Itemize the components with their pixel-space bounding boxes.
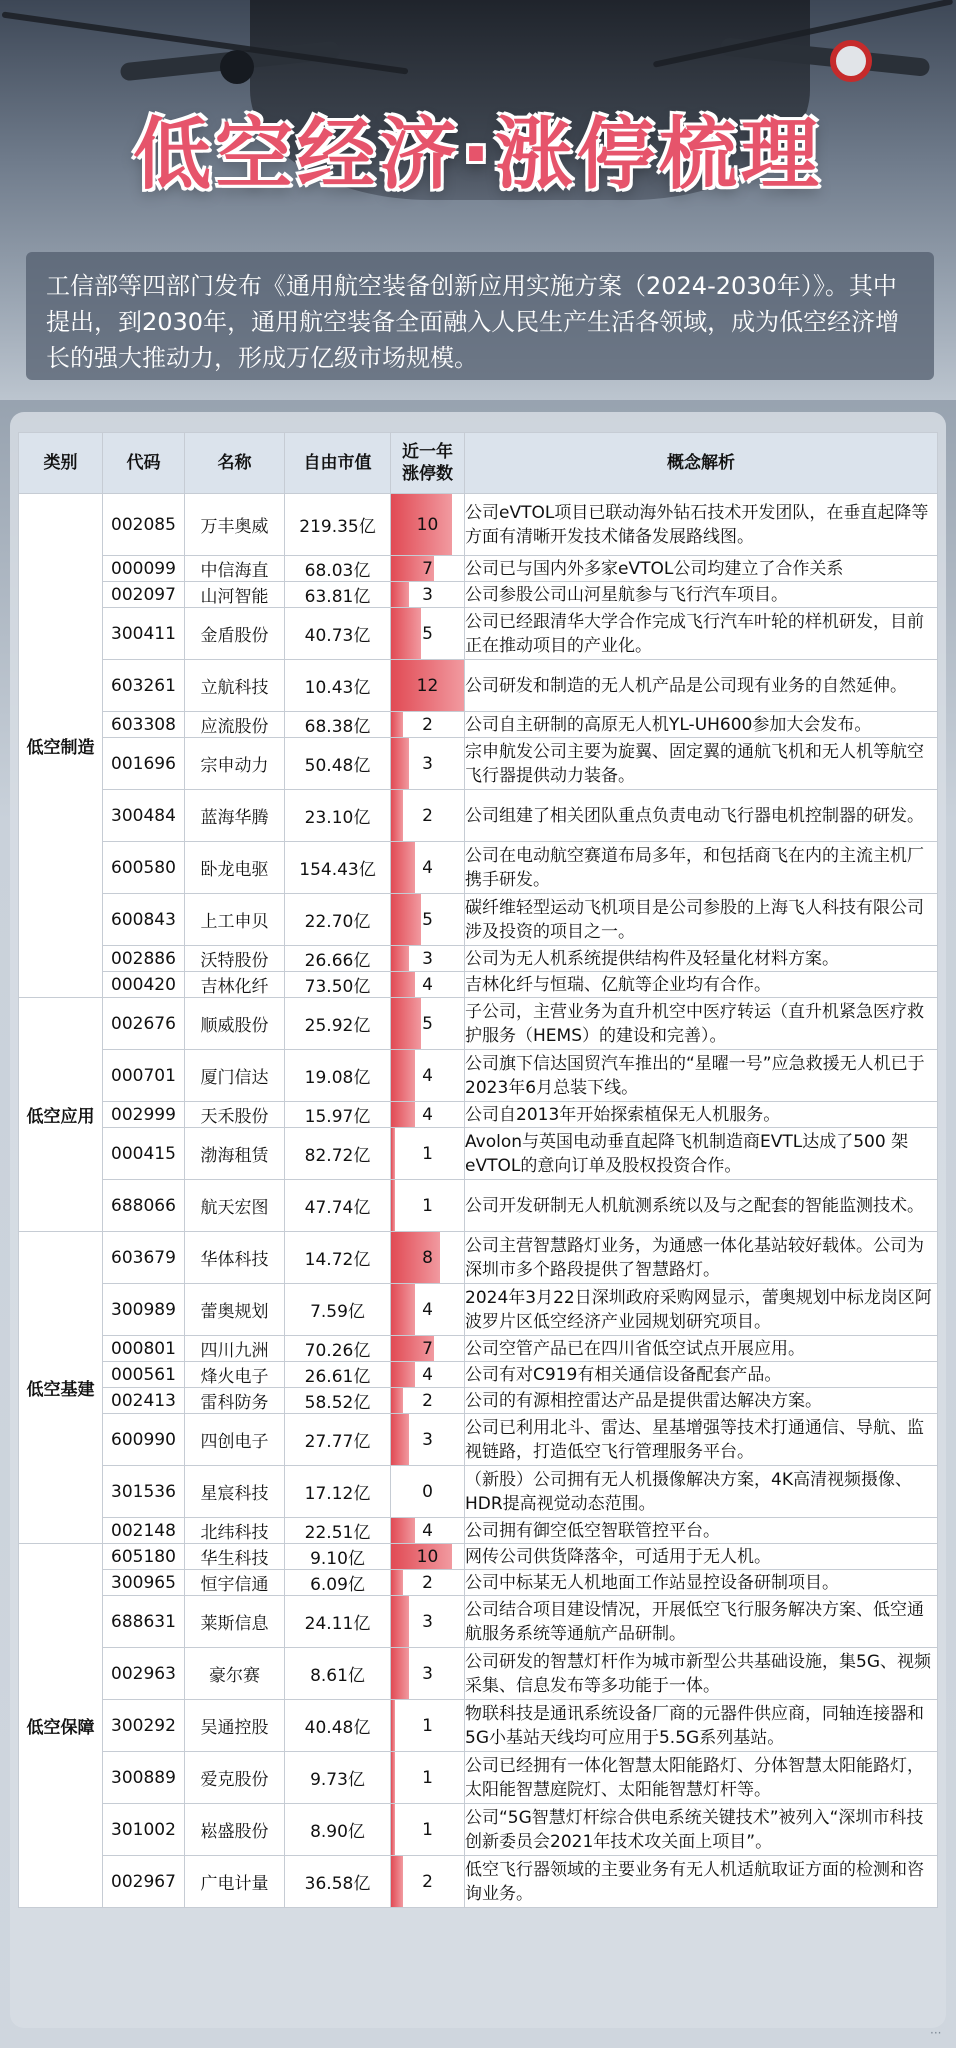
limit-up-number: 5 xyxy=(422,623,433,644)
table-row xyxy=(19,1128,938,1180)
market-cap: 19.08亿 xyxy=(285,1050,391,1102)
market-cap: 17.12亿 xyxy=(285,1466,391,1518)
market-cap: 26.61亿 xyxy=(285,1362,391,1388)
limit-up-bar xyxy=(391,790,403,841)
stock-code: 000701 xyxy=(103,1050,185,1102)
limit-up-number: 2 xyxy=(422,714,433,735)
limit-up-number: 1 xyxy=(422,1143,433,1164)
limit-up-bar xyxy=(391,1596,409,1647)
limit-up-count xyxy=(391,1128,465,1180)
stock-code: 300889 xyxy=(103,1752,185,1804)
stock-name: 金盾股份 xyxy=(185,608,285,660)
limit-up-count xyxy=(391,972,465,998)
table-row xyxy=(19,1856,938,1908)
market-cap: 50.48亿 xyxy=(285,738,391,790)
stock-code: 301536 xyxy=(103,1466,185,1518)
stock-code: 002963 xyxy=(103,1648,185,1700)
limit-up-number: 3 xyxy=(422,1429,433,1450)
stock-name: 四川九洲 xyxy=(185,1336,285,1362)
concept-desc: 公司已利用北斗、雷达、星基增强等技术打通通信、导航、监视链路，打造低空飞行管理服务平台。 xyxy=(465,1414,938,1466)
limit-up-bar xyxy=(391,1128,395,1179)
table-row xyxy=(19,494,938,556)
table-row xyxy=(19,556,938,582)
table-row xyxy=(19,1362,938,1388)
stock-name: 顺威股份 xyxy=(185,998,285,1050)
stock-name: 航天宏图 xyxy=(185,1180,285,1232)
stock-name: 吴通控股 xyxy=(185,1700,285,1752)
table-row xyxy=(19,1466,938,1518)
table-row xyxy=(19,1570,938,1596)
limit-up-count xyxy=(391,842,465,894)
market-cap: 40.48亿 xyxy=(285,1700,391,1752)
concept-desc: 公司组建了相关团队重点负责电动飞行器电机控制器的研发。 xyxy=(465,790,938,842)
limit-up-number: 1 xyxy=(422,1767,433,1788)
stock-name: 上工申贝 xyxy=(185,894,285,946)
limit-up-count xyxy=(391,1284,465,1336)
limit-up-bar xyxy=(391,972,415,997)
limit-up-bar xyxy=(391,1180,395,1231)
stock-name: 星宸科技 xyxy=(185,1466,285,1518)
concept-desc: 公司中标某无人机地面工作站显控设备研制项目。 xyxy=(465,1570,938,1596)
stock-name: 蕾奥规划 xyxy=(185,1284,285,1336)
stock-name: 豪尔赛 xyxy=(185,1648,285,1700)
stock-code: 002097 xyxy=(103,582,185,608)
limit-up-bar xyxy=(391,894,421,945)
limit-up-count xyxy=(391,1596,465,1648)
table-row xyxy=(19,1596,938,1648)
concept-desc: 2024年3月22日深圳政府采购网显示，蕾奥规划中标龙岗区阿波罗片区低空经济产业园规划研究项目。 xyxy=(465,1284,938,1336)
market-cap: 40.73亿 xyxy=(285,608,391,660)
market-cap: 10.43亿 xyxy=(285,660,391,712)
limit-up-count xyxy=(391,738,465,790)
stock-name: 卧龙电驱 xyxy=(185,842,285,894)
concept-desc: 公司已经拥有一体化智慧太阳能路灯、分体智慧太阳能路灯，太阳能智慧庭院灯、太阳能智慧灯杆等。 xyxy=(465,1752,938,1804)
limit-up-number: 1 xyxy=(422,1715,433,1736)
limit-up-number: 2 xyxy=(422,1390,433,1411)
limit-up-bar xyxy=(391,582,409,607)
stock-name: 宗申动力 xyxy=(185,738,285,790)
market-cap: 24.11亿 xyxy=(285,1596,391,1648)
limit-up-count xyxy=(391,1544,465,1570)
stock-name: 华体科技 xyxy=(185,1232,285,1284)
limit-up-number: 10 xyxy=(416,1546,439,1567)
limit-up-number: 4 xyxy=(422,857,433,878)
limit-up-count xyxy=(391,582,465,608)
concept-desc: 公司空管产品已在四川省低空试点开展应用。 xyxy=(465,1336,938,1362)
limit-up-count xyxy=(391,1180,465,1232)
market-cap: 15.97亿 xyxy=(285,1102,391,1128)
table-row xyxy=(19,1700,938,1752)
limit-up-count xyxy=(391,1700,465,1752)
category-cell: 低空制造 xyxy=(19,494,103,998)
stock-code: 002148 xyxy=(103,1518,185,1544)
header-limit-line2: 涨停数 xyxy=(402,464,453,484)
stock-code: 000415 xyxy=(103,1128,185,1180)
limit-up-count xyxy=(391,494,465,556)
header-limit xyxy=(391,433,465,494)
limit-up-count xyxy=(391,1232,465,1284)
table-row xyxy=(19,1414,938,1466)
limit-up-count xyxy=(391,1466,465,1518)
limit-up-number: 3 xyxy=(422,948,433,969)
stock-name: 崧盛股份 xyxy=(185,1804,285,1856)
concept-desc: 公司结合项目建设情况，开展低空飞行服务解决方案、低空通航服务系统等通航产品研制。 xyxy=(465,1596,938,1648)
concept-desc: 宗申航发公司主要为旋翼、固定翼的通航飞机和无人机等航空飞行器提供动力装备。 xyxy=(465,738,938,790)
limit-up-count xyxy=(391,1648,465,1700)
limit-up-count xyxy=(391,1804,465,1856)
limit-up-number: 3 xyxy=(422,584,433,605)
market-cap: 26.66亿 xyxy=(285,946,391,972)
limit-up-count xyxy=(391,1388,465,1414)
header-limit-line1: 近一年 xyxy=(402,442,453,462)
table-row xyxy=(19,1284,938,1336)
table-row xyxy=(19,1648,938,1700)
stock-code: 300484 xyxy=(103,790,185,842)
table-row xyxy=(19,660,938,712)
limit-up-number: 2 xyxy=(422,1572,433,1593)
table-row xyxy=(19,738,938,790)
limit-up-count xyxy=(391,712,465,738)
limit-up-number: 4 xyxy=(422,974,433,995)
market-cap: 70.26亿 xyxy=(285,1336,391,1362)
market-cap: 219.35亿 xyxy=(285,494,391,556)
limit-up-count xyxy=(391,608,465,660)
limit-up-count xyxy=(391,790,465,842)
stock-name: 华生科技 xyxy=(185,1544,285,1570)
stock-name: 万丰奥威 xyxy=(185,494,285,556)
limit-up-bar xyxy=(391,608,421,659)
market-cap: 14.72亿 xyxy=(285,1232,391,1284)
concept-desc: 公司的有源相控雷达产品是提供雷达解决方案。 xyxy=(465,1388,938,1414)
market-cap: 22.70亿 xyxy=(285,894,391,946)
stock-code: 002413 xyxy=(103,1388,185,1414)
concept-desc: 公司已经跟清华大学合作完成飞行汽车叶轮的样机研发，目前正在推动项目的产业化。 xyxy=(465,608,938,660)
limit-up-number: 5 xyxy=(422,1013,433,1034)
table-row xyxy=(19,972,938,998)
table-row xyxy=(19,1336,938,1362)
market-cap: 63.81亿 xyxy=(285,582,391,608)
market-cap: 7.59亿 xyxy=(285,1284,391,1336)
concept-desc: 公司拥有御空低空智联管控平台。 xyxy=(465,1518,938,1544)
table-row xyxy=(19,1102,938,1128)
limit-up-bar xyxy=(391,1700,395,1751)
table-row xyxy=(19,1544,938,1570)
table-row xyxy=(19,1388,938,1414)
table-row xyxy=(19,946,938,972)
limit-up-count xyxy=(391,946,465,972)
limit-up-bar xyxy=(391,1752,395,1803)
limit-up-number: 3 xyxy=(422,1663,433,1684)
concept-desc: 公司研发的智慧灯杆作为城市新型公共基础设施，集5G、视频采集、信息发布等多功能于一体。 xyxy=(465,1648,938,1700)
stock-code: 002676 xyxy=(103,998,185,1050)
concept-desc: 公司研发和制造的无人机产品是公司现有业务的自然延伸。 xyxy=(465,660,938,712)
concept-desc: 网传公司供货降落伞，可适用于无人机。 xyxy=(465,1544,938,1570)
more-dots: ··· xyxy=(930,2026,942,2040)
stock-code: 300965 xyxy=(103,1570,185,1596)
limit-up-number: 12 xyxy=(416,675,439,696)
stock-code: 603679 xyxy=(103,1232,185,1284)
stock-name: 爱克股份 xyxy=(185,1752,285,1804)
limit-up-bar xyxy=(391,842,415,893)
concept-desc: 公司自主研制的高原无人机YL-UH600参加大会发布。 xyxy=(465,712,938,738)
table-row xyxy=(19,712,938,738)
limit-up-bar xyxy=(391,946,409,971)
market-cap: 25.92亿 xyxy=(285,998,391,1050)
limit-up-count xyxy=(391,998,465,1050)
limit-up-bar xyxy=(391,1518,415,1543)
stock-code: 000561 xyxy=(103,1362,185,1388)
limit-up-number: 3 xyxy=(422,1611,433,1632)
header-code: 代码 xyxy=(103,433,185,494)
market-cap: 9.73亿 xyxy=(285,1752,391,1804)
table-row xyxy=(19,1518,938,1544)
market-cap: 68.38亿 xyxy=(285,712,391,738)
concept-desc: 公司已与国内外多家eVTOL公司均建立了合作关系 xyxy=(465,556,938,582)
limit-up-bar xyxy=(391,738,409,789)
table-row xyxy=(19,608,938,660)
limit-up-bar xyxy=(391,1362,415,1387)
stock-code: 000801 xyxy=(103,1336,185,1362)
stock-code: 301002 xyxy=(103,1804,185,1856)
stock-name: 蓝海华腾 xyxy=(185,790,285,842)
concept-desc: 公司主营智慧路灯业务，为通感一体化基站较好载体。公司为深圳市多个路段提供了智慧路灯。 xyxy=(465,1232,938,1284)
stock-code: 688631 xyxy=(103,1596,185,1648)
concept-desc: 公司“5G智慧灯杆综合供电系统关键技术”被列入“深圳市科技创新委员会2021年技术攻关面上项目”。 xyxy=(465,1804,938,1856)
category-cell: 低空应用 xyxy=(19,998,103,1232)
limit-up-bar xyxy=(391,1804,395,1855)
limit-up-bar xyxy=(391,998,421,1049)
limit-up-bar xyxy=(391,1414,409,1465)
stock-code: 002999 xyxy=(103,1102,185,1128)
stock-name: 雷科防务 xyxy=(185,1388,285,1414)
limit-up-number: 3 xyxy=(422,753,433,774)
stock-code: 300292 xyxy=(103,1700,185,1752)
concept-desc: 公司eVTOL项目已联动海外钻石技术开发团队，在垂直起降等方面有清晰开发技术储备发展路线图。 xyxy=(465,494,938,556)
limit-up-count xyxy=(391,1414,465,1466)
limit-up-count xyxy=(391,1856,465,1908)
market-cap: 68.03亿 xyxy=(285,556,391,582)
limit-up-number: 1 xyxy=(422,1195,433,1216)
concept-desc: 吉林化纤与恒瑞、亿航等企业均有合作。 xyxy=(465,972,938,998)
stock-code: 001696 xyxy=(103,738,185,790)
rotor-hub-right xyxy=(830,40,872,82)
limit-up-number: 4 xyxy=(422,1364,433,1385)
market-cap: 8.90亿 xyxy=(285,1804,391,1856)
market-cap: 6.09亿 xyxy=(285,1570,391,1596)
stock-code: 600990 xyxy=(103,1414,185,1466)
table-row xyxy=(19,894,938,946)
table-row xyxy=(19,842,938,894)
limit-up-bar xyxy=(391,1856,403,1907)
stock-code: 002967 xyxy=(103,1856,185,1908)
limit-up-bar xyxy=(391,712,403,737)
limit-up-number: 2 xyxy=(422,805,433,826)
limit-up-number: 1 xyxy=(422,1819,433,1840)
concept-desc: Avolon与英国电动垂直起降飞机制造商EVTL达成了500 架eVTOL的意向订单及股权投资合作。 xyxy=(465,1128,938,1180)
category-cell: 低空保障 xyxy=(19,1544,103,1908)
stock-name: 烽火电子 xyxy=(185,1362,285,1388)
market-cap: 82.72亿 xyxy=(285,1128,391,1180)
table-row xyxy=(19,1050,938,1102)
stock-code: 000420 xyxy=(103,972,185,998)
limit-up-bar xyxy=(391,1102,415,1127)
limit-up-number: 4 xyxy=(422,1299,433,1320)
stock-code: 603308 xyxy=(103,712,185,738)
table-row xyxy=(19,790,938,842)
stock-code: 002085 xyxy=(103,494,185,556)
stock-code: 603261 xyxy=(103,660,185,712)
intro-text: 工信部等四部门发布《通用航空装备创新应用实施方案（2024-2030年）》。其中提出，到2030年，通用航空装备全面融入人民生产生活各领域，成为低空经济增长的强大推动力，形成万亿级市场规模。 xyxy=(26,252,934,380)
stock-code: 688066 xyxy=(103,1180,185,1232)
market-cap: 47.74亿 xyxy=(285,1180,391,1232)
limit-up-bar xyxy=(391,1050,415,1101)
limit-up-number: 0 xyxy=(422,1481,433,1502)
limit-up-count xyxy=(391,1362,465,1388)
limit-up-count xyxy=(391,556,465,582)
stock-name: 恒宇信通 xyxy=(185,1570,285,1596)
concept-desc: 公司旗下信达国贸汽车推出的“星曜一号”应急救援无人机已于2023年6月总装下线。 xyxy=(465,1050,938,1102)
stock-name: 沃特股份 xyxy=(185,946,285,972)
table-row xyxy=(19,998,938,1050)
stock-name: 北纬科技 xyxy=(185,1518,285,1544)
limit-up-bar xyxy=(391,1648,409,1699)
stock-name: 山河智能 xyxy=(185,582,285,608)
table-row xyxy=(19,1232,938,1284)
stock-code: 605180 xyxy=(103,1544,185,1570)
stock-code: 600580 xyxy=(103,842,185,894)
table-row xyxy=(19,582,938,608)
stock-name: 渤海租赁 xyxy=(185,1128,285,1180)
table-header-row xyxy=(19,433,938,494)
limit-up-bar xyxy=(391,1388,403,1413)
concept-desc: 物联科技是通讯系统设备厂商的元器件供应商，同轴连接器和5G小基站天线均可应用于5.5G系列基站。 xyxy=(465,1700,938,1752)
concept-desc: 低空飞行器领域的主要业务有无人机适航取证方面的检测和咨询业务。 xyxy=(465,1856,938,1908)
limit-up-number: 10 xyxy=(416,514,439,535)
limit-up-number: 7 xyxy=(422,1338,433,1359)
page-title: 低空经济·涨停梳理 xyxy=(133,110,823,200)
header-cap: 自由市值 xyxy=(285,433,391,494)
limit-up-number: 5 xyxy=(422,909,433,930)
concept-desc: 公司自2013年开始探索植保无人机服务。 xyxy=(465,1102,938,1128)
header-desc: 概念解析 xyxy=(465,433,938,494)
limit-up-number: 7 xyxy=(422,558,433,579)
category-cell: 低空基建 xyxy=(19,1232,103,1544)
limit-up-number: 4 xyxy=(422,1520,433,1541)
stock-name: 广电计量 xyxy=(185,1856,285,1908)
limit-up-count xyxy=(391,1518,465,1544)
concept-desc: 公司为无人机系统提供结构件及轻量化材料方案。 xyxy=(465,946,938,972)
table-row xyxy=(19,1752,938,1804)
table-row xyxy=(19,1804,938,1856)
limit-up-count xyxy=(391,1570,465,1596)
market-cap: 73.50亿 xyxy=(285,972,391,998)
market-cap: 23.10亿 xyxy=(285,790,391,842)
limit-up-bar xyxy=(391,1570,403,1595)
concept-desc: 公司在电动航空赛道布局多年，和包括商飞在内的主流主机厂携手研发。 xyxy=(465,842,938,894)
stock-name: 天禾股份 xyxy=(185,1102,285,1128)
concept-desc: 公司开发研制无人机航测系统以及与之配套的智能监测技术。 xyxy=(465,1180,938,1232)
stock-code: 000099 xyxy=(103,556,185,582)
stock-name: 莱斯信息 xyxy=(185,1596,285,1648)
stock-name: 四创电子 xyxy=(185,1414,285,1466)
limit-up-number: 4 xyxy=(422,1104,433,1125)
limit-up-bar xyxy=(391,1284,415,1335)
concept-desc: 碳纤维轻型运动飞机项目是公司参股的上海飞人科技有限公司涉及投资的项目之一。 xyxy=(465,894,938,946)
header-name: 名称 xyxy=(185,433,285,494)
concept-desc: 公司参股公司山河星航参与飞行汽车项目。 xyxy=(465,582,938,608)
market-cap: 22.51亿 xyxy=(285,1518,391,1544)
limit-up-count xyxy=(391,660,465,712)
limit-up-count xyxy=(391,894,465,946)
market-cap: 154.43亿 xyxy=(285,842,391,894)
market-cap: 58.52亿 xyxy=(285,1388,391,1414)
rotor-hub-left xyxy=(220,50,254,84)
stock-name: 厦门信达 xyxy=(185,1050,285,1102)
limit-up-number: 2 xyxy=(422,1871,433,1892)
table-row xyxy=(19,1180,938,1232)
stock-code: 300989 xyxy=(103,1284,185,1336)
market-cap: 9.10亿 xyxy=(285,1544,391,1570)
stock-name: 应流股份 xyxy=(185,712,285,738)
stock-table xyxy=(18,432,938,1908)
stock-name: 中信海直 xyxy=(185,556,285,582)
stock-code: 002886 xyxy=(103,946,185,972)
limit-up-count xyxy=(391,1102,465,1128)
concept-desc: 子公司，主营业务为直升机空中医疗转运（直升机紧急医疗救护服务（HEMS）的建设和完善）。 xyxy=(465,998,938,1050)
header-category: 类别 xyxy=(19,433,103,494)
limit-up-count xyxy=(391,1050,465,1102)
limit-up-number: 8 xyxy=(422,1247,433,1268)
concept-desc: 公司有对C919有相关通信设备配套产品。 xyxy=(465,1362,938,1388)
market-cap: 8.61亿 xyxy=(285,1648,391,1700)
stock-name: 吉林化纤 xyxy=(185,972,285,998)
limit-up-count xyxy=(391,1336,465,1362)
concept-desc: （新股）公司拥有无人机摄像解决方案，4K高清视频摄像、HDR提高视觉动态范围。 xyxy=(465,1466,938,1518)
limit-up-number: 4 xyxy=(422,1065,433,1086)
stock-code: 600843 xyxy=(103,894,185,946)
limit-up-count xyxy=(391,1752,465,1804)
stock-name: 立航科技 xyxy=(185,660,285,712)
market-cap: 27.77亿 xyxy=(285,1414,391,1466)
stock-code: 300411 xyxy=(103,608,185,660)
market-cap: 36.58亿 xyxy=(285,1856,391,1908)
